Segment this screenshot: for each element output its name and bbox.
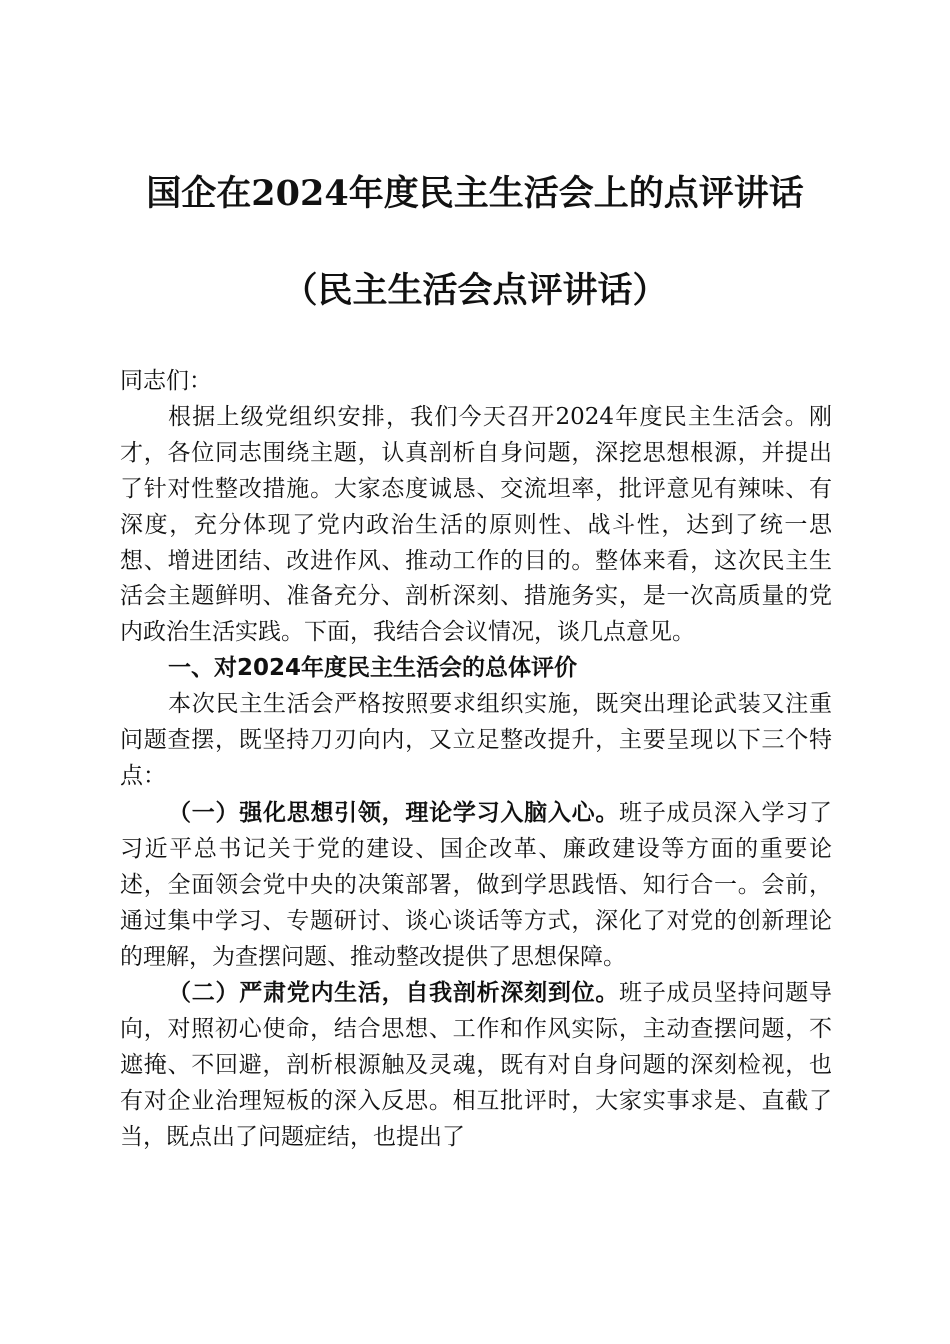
document-body bbox=[120, 364, 832, 1156]
point-two-lead: （二）严肃党内生活，自我剖析深刻到位。 bbox=[168, 979, 620, 1007]
point-two-body: 班子成员坚持问题导向，对照初心使命，结合思想、工作和作风实际，主动查摆问题，不遮掩、不回避，剖析根源触及灵魂，既有对自身问题的深刻检视，也有对企业治理短板的深入反思。相互批评时，大家实事求是、直截了当，既点出了问题症结，也提出了 bbox=[120, 980, 833, 1151]
salutation: 同志们： bbox=[120, 368, 212, 394]
section-intro-paragraph: 本次民主生活会严格按照要求组织实施，既突出理论武装又注重问题查摆，既坚持刀刃向内，又立足整改提升，主要呈现以下三个特点： bbox=[120, 691, 832, 789]
document-subtitle: （民主生活会点评讲话） bbox=[282, 270, 668, 311]
document-title: 国企在2024年度民主生活会上的点评讲话 bbox=[146, 173, 804, 214]
point-two-paragraph bbox=[120, 975, 832, 1156]
section-heading: 一、对2024年度民主生活会的总体评价 bbox=[168, 655, 578, 682]
point-one-paragraph bbox=[120, 795, 832, 976]
opening-paragraph: 根据上级党组织安排，我们今天召开2024年度民主生活会。刚才，各位同志围绕主题，认真剖析自身问题，深挖思想根源，并提出了针对性整改措施。大家态度诚恳、交流坦率，批评意见有辣味、有深度，充分体现了党内政治生活的原则性、战斗性，达到了统一思想、增进团结、改进作风、推动工作的目的。整体来看，这次民主生活会主题鲜明、准备充分、剖析深刻、措施务实，是一次高质量的党内政治生活实践。下面，我结合会议情况，谈几点意见。 bbox=[120, 403, 832, 646]
point-one-lead: （一）强化思想引领，理论学习入脑入心。 bbox=[168, 798, 620, 826]
point-one-body: 班子成员深入学习了习近平总书记关于党的建设、国企改革、廉政建设等方面的重要论述，全面领会党中央的决策部署，做到学思践悟、知行合一。会前，通过集中学习、专题研讨、谈心谈话等方式，深化了对党的创新理论的理解，为查摆问题、推动整改提供了思想保障。 bbox=[120, 799, 833, 970]
